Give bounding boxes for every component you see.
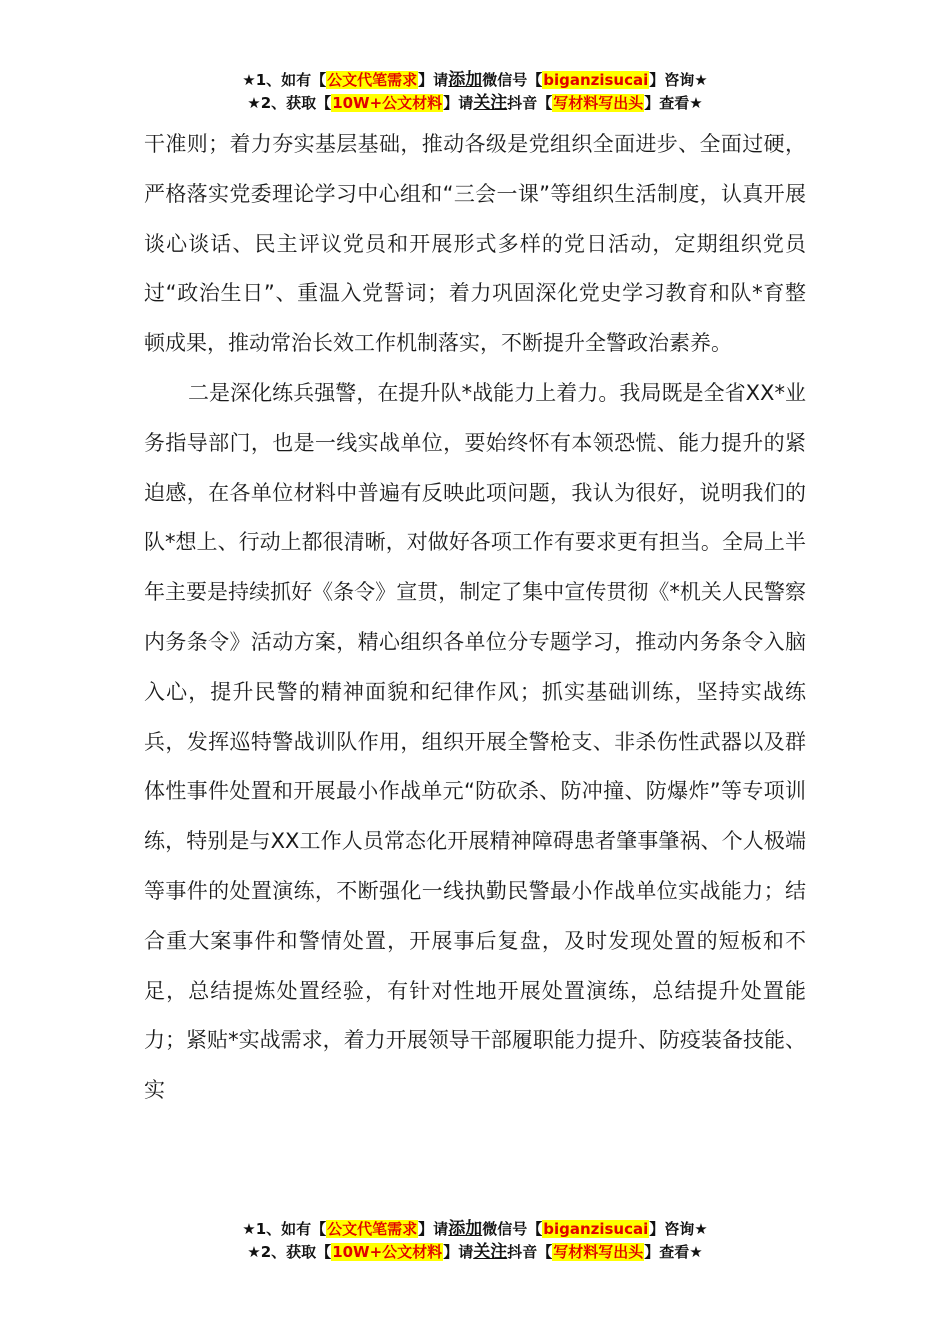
- banner-text: 】请: [418, 1220, 449, 1238]
- highlight-materials: 10W+公文材料: [332, 1243, 443, 1261]
- banner-line-2: [0, 92, 950, 115]
- banner-line-2: [0, 1241, 950, 1264]
- banner-text: ★2、获取【: [247, 1243, 332, 1261]
- underlined-text: 添加: [448, 70, 483, 90]
- highlight-materials: 10W+公文材料: [332, 94, 443, 112]
- highlight-douyin-account: 写材料写出头: [553, 1243, 644, 1261]
- banner-text: 】请: [443, 94, 474, 112]
- banner-text: ★1、如有【: [242, 71, 327, 89]
- document-body: [144, 120, 806, 1116]
- banner-text: ★2、获取【: [247, 94, 332, 112]
- banner-text: ★1、如有【: [242, 1220, 327, 1238]
- banner-text: 微信号【: [482, 1220, 543, 1238]
- banner-text: 抖音【: [507, 94, 553, 112]
- underlined-text: 关注: [473, 93, 508, 113]
- banner-text: 】咨询★: [649, 1220, 708, 1238]
- highlight-wechat-id: biganzisucai: [543, 1220, 649, 1238]
- banner-text: 】请: [443, 1243, 474, 1261]
- paragraph-1: 干准则；着力夯实基层基础，推动各级是党组织全面进步、全面过硬，严格落实党委理论学习中心组和“三会一课”等组织生活制度，认真开展谈心谈话、民主评议党员和开展形式多样的党日活动，定期组织党员过“政治生日”、重温入党誓词；着力巩固深化党史学习教育和队*育整顿成果，推动常治长效工作机制落实，不断提升全警政治素养。: [144, 132, 806, 356]
- highlight-wechat-id: biganzisucai: [543, 71, 649, 89]
- banner-text: 】请: [418, 71, 449, 89]
- footer-banner: [0, 1218, 950, 1264]
- highlight-service: 公文代笔需求: [327, 1220, 418, 1238]
- banner-text: 】咨询★: [649, 71, 708, 89]
- underlined-text: 添加: [448, 1219, 483, 1239]
- banner-text: 抖音【: [507, 1243, 553, 1261]
- banner-text: 】查看★: [644, 94, 703, 112]
- highlight-service: 公文代笔需求: [327, 71, 418, 89]
- highlight-douyin-account: 写材料写出头: [553, 94, 644, 112]
- banner-text: 】查看★: [644, 1243, 703, 1261]
- banner-line-1: [0, 1218, 950, 1241]
- header-banner: [0, 69, 950, 115]
- underlined-text: 关注: [473, 1242, 508, 1262]
- paragraph-2: 二是深化练兵强警，在提升队*战能力上着力。我局既是全省XX*业务指导部门，也是一线实战单位，要始终怀有本领恐慌、能力提升的紧迫感，在各单位材料中普遍有反映此项问题，我认为很好，说明我们的队*想上、行动上都很清晰，对做好各项工作有要求更有担当。全局上半年主要是持续抓好《条令》宣贯，制定了集中宣传贯彻《*机关人民警察内务条令》活动方案，精心组织各单位分专题学习，推动内务条令入脑入心，提升民警的精神面貌和纪律作风；抓实基础训练，坚持实战练兵，发挥巡特警战训队作用，组织开展全警枪支、非杀伤性武器以及群体性事件处置和开展最小作战单元“防砍杀、防冲撞、防爆炸”等专项训练，特别是与XX工作人员常态化开展精神障碍患者肇事肇祸、个人极端等事件的处置演练，不断强化一线执勤民警最小作战单位实战能力；结合重大案事件和警情处置，开展事后复盘，及时发现处置的短板和不足，总结提炼处置经验，有针对性地开展处置演练，总结提升处置能力；紧贴*实战需求，着力开展领导干部履职能力提升、防疫装备技能、实: [144, 380, 806, 1103]
- banner-line-1: [0, 69, 950, 92]
- banner-text: 微信号【: [482, 71, 543, 89]
